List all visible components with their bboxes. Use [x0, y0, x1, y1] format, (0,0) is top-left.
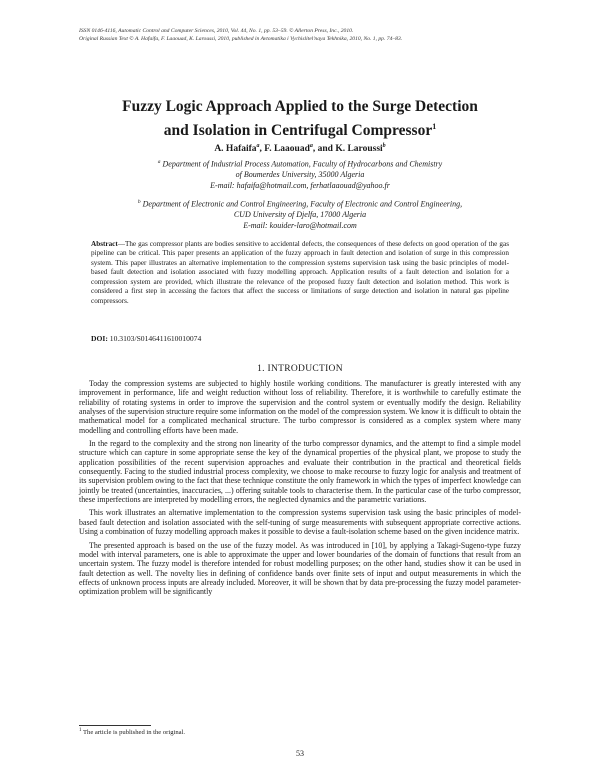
affiliation-b-mark: b [137, 199, 141, 205]
affiliation-b-email: E-mail: kouider-laro@hotmail.com [243, 220, 357, 230]
paragraph-2: In the regard to the complexity and the strong non linearity of the turbo compressor dynamics, and the attempt to find a simple model structure which can capture in some appropriate sense the key of the dynamical properties of the physical plant, we propose to study the application possibilities of the recent supervision approaches and evaluate their contribution in the practical and theoretical fields consequently. Facing to the studied industrial process complexity, we choose to make recourse to fuzzy logic for analysis and treatment of its supervision problem owing to the fact that these technique constitute the only framework in which the types of imperfect knowledge can jointly be treated (uncertainties, inaccuracies, ...) offering suitable tools to characterise them. In the particular case of the turbo compressor, these imperfections are interpreted by modelling errors, the neglected dynamics and the parametric variations. [79, 439, 521, 505]
abstract [91, 240, 509, 306]
affiliation-a-email: E-mail: hafaifa@hotmail.com, ferhatlaaouad@yahoo.fr [210, 180, 390, 190]
author-1-affiliation-mark: a [256, 143, 260, 149]
doi-label: DOI: [91, 334, 108, 343]
author-2: F. Laaouad [264, 144, 310, 155]
affiliation-b-line-2: CUD University of Djelfa, 17000 Algeria [233, 210, 367, 220]
footnote-rule [79, 725, 151, 726]
author-3: K. Laroussi [335, 144, 383, 155]
affiliation-a-line-1-text: Department of Industrial Process Automation, Faculty of Hydrocarbons and Chemistry [162, 159, 443, 169]
footnote-mark: 1 [79, 728, 82, 733]
footnote-text: The article is published in the original. [83, 729, 186, 737]
journal-header [79, 27, 519, 43]
affiliation-b [80, 197, 520, 231]
affiliation-b-line-1 [80, 197, 520, 210]
affiliation-a-line-1 [80, 157, 520, 170]
author-2-affiliation-mark: a [309, 143, 313, 149]
footnote [79, 728, 519, 736]
title-line-2 [60, 117, 540, 141]
abstract-label: Abstract [91, 240, 118, 248]
body-text [79, 379, 521, 601]
header-line-1: ISSN 0146-4116, Automatic Control and Computer Sciences, 2010, Vol. 44, No. 1, pp. 53–59. © Allerton Press, Inc., 2010. [79, 28, 354, 34]
paragraph-3: This work illustrates an alternative implementation to the compression systems supervision task using the basic principles of model-based fault detection and isolation associated with the self-tuning of surge measurements with subsequent appropriate corrective actions. Using a combination of fuzzy modelling approach makes it possible to devise a fault-isolation scheme based on the given incidence matrix. [79, 508, 521, 537]
author-list: A. Hafaifa$^a$, F. Laaouad$^a$, and K. Laroussi$^b$ [214, 143, 386, 155]
page-number: 53 [296, 749, 304, 758]
abstract-text: —The gas compressor plants are bodies sensitive to accidental defects, the consequences of these defects on good operation of the gas pipeline can be critical. This paper presents an application of the fuzzy approach in fault detection and isolation of surge in this compression system. This paper illustrates an alternative implementation to the compression systems supervision task using the basic principles of model-based fault detection and isolation associated with fuzzy modelling approach. Application results of a fault detection and isolation for a compression system are provided, which illustrate the relevance of the proposed fuzzy fault detection and isolation method. This work is considered a first step in accessing the factors that affect the success or limitations of surge detection and isolation in natural gas pipeline compressors. [91, 240, 509, 305]
affiliation-a [80, 157, 520, 191]
affiliation-a-line-2: of Boumerdes University, 35000 Algeria [235, 170, 365, 180]
doi [91, 334, 509, 343]
header-line-2: Original Russian Text © A. Hafaifa, F. Laaouad, K. Laroussi, 2010, published in Avtomatika i Vychislitel'naya Tekhnika, 2010, No. 1, pp. 74–83. [79, 36, 403, 42]
paragraph-4: The presented approach is based on the use of the fuzzy model. As was introduced in [10], by applying a Takagi-Sugeno-type fuzzy model with interval parameters, one is able to approximate the upper and lower boundaries of the domain of functions that result from an uncertain system. The fuzzy model is therefore intended for robust modelling purposes; on the other hand, studies show it can be used in fault detection as well. The novelty lies in defining of confidence bands over finite sets of input and output measurements in which the effects of unknown process inputs are already included. Moreover, it will be shown that by data pre-processing the fuzzy model parameter-optimization problem will be significantly [79, 540, 521, 597]
author-conjunction: and [317, 144, 333, 155]
paper-title [60, 97, 540, 141]
title-line-2-text: and Isolation in Centrifugal Compressor [163, 122, 433, 140]
title-footnote-mark: 1 [432, 122, 437, 131]
author-3-affiliation-mark: b [382, 143, 386, 149]
author-1: A. Hafaifa [214, 144, 257, 155]
title-line-1: Fuzzy Logic Approach Applied to the Surge Detection [122, 98, 478, 115]
paragraph-1: Today the compression systems are subjected to highly hostile working conditions. The manufacturer is greatly interested with any improvement in performance, life and weight reduction without loss of reliability. Therefore, it is worthwhile to carefully estimate the reliability of rotating systems in order to improve the supervision and the control system or eventually modify the design. Reliability analyses of the supervision structure require some information on the model of the compression system. We know it is difficult to obtain the mathematical model for a complicated mechanical structure. The turbo compressor is considered as a complex system where many modelling and controlling efforts have been made. [79, 379, 521, 435]
affiliation-b-line-1-text: Department of Electronic and Control Engineering, Faculty of Electronic and Control Engineering, [142, 199, 463, 209]
affiliation-a-mark: a [157, 159, 161, 165]
doi-value: 10.3103/S0146411610010074 [109, 334, 202, 343]
section-heading: 1. INTRODUCTION [257, 364, 343, 374]
